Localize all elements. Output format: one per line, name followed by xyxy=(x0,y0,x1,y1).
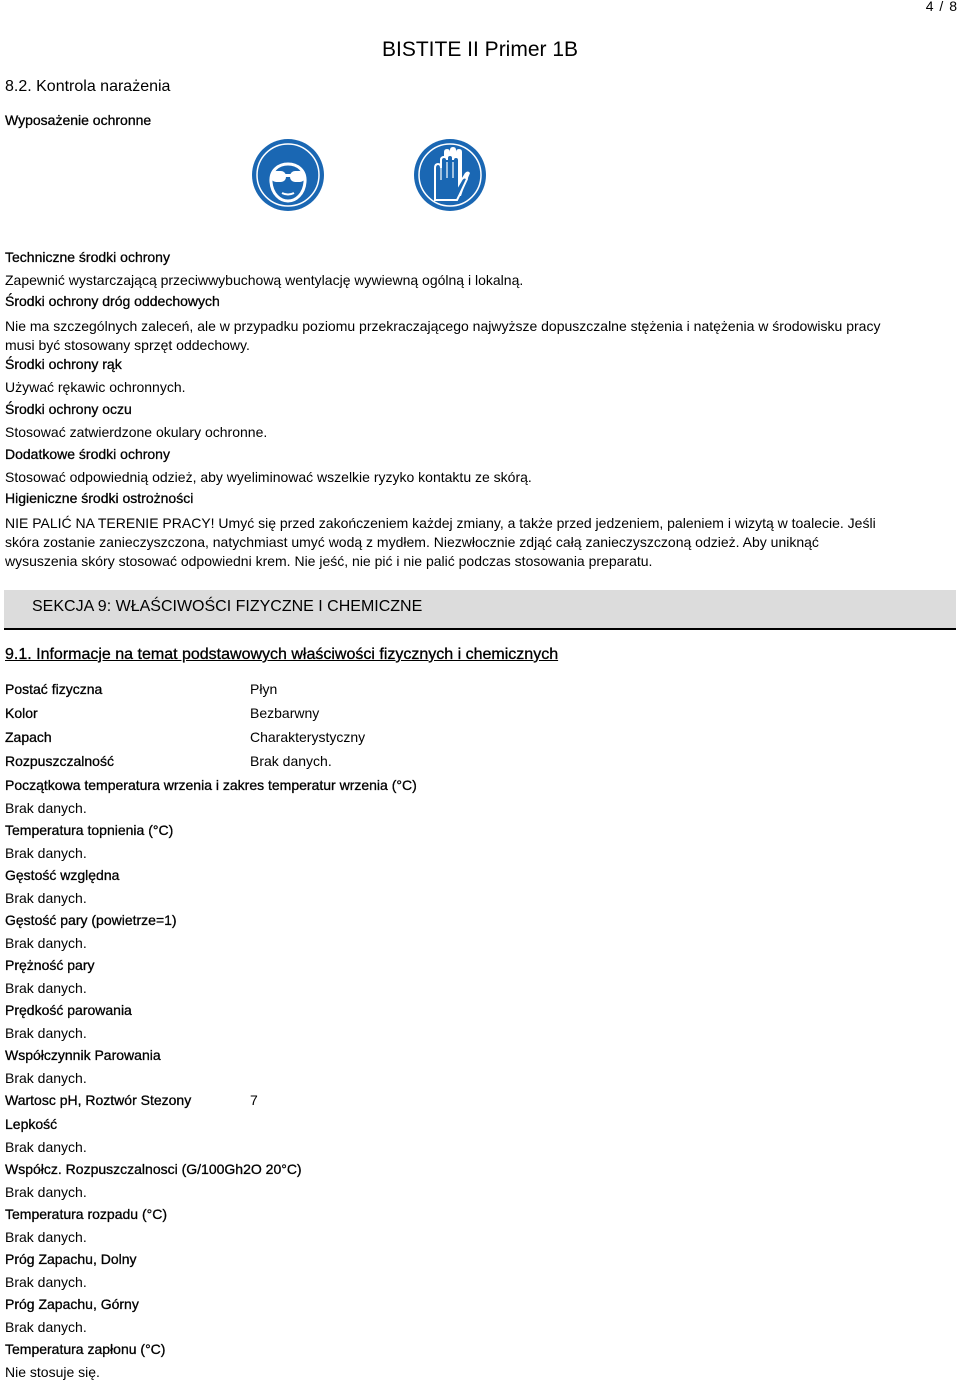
eye-protection-text: Stosować zatwierdzone okulary ochronne. xyxy=(5,424,268,440)
ppe-label: Wyposażenie ochronne xyxy=(5,112,152,128)
section-heading-8-2: 8.2. Kontrola narażenia xyxy=(5,78,171,95)
property-value: Charakterystyczny xyxy=(250,729,366,745)
property-name: Kolor xyxy=(5,705,38,721)
property-name: Współczynnik Parowania xyxy=(5,1047,161,1063)
hygiene-measures-label: Higieniczne środki ostrożności xyxy=(5,490,194,506)
technical-measures-text: Zapewnić wystarczającą przeciwwybuchową wentylację wywiewną ogólną i lokalną. xyxy=(5,272,524,288)
additional-protection-text: Stosować odpowiednią odzież, aby wyeliminować wszelkie ryzyko kontaktu ze skórą. xyxy=(5,469,532,485)
property-value: Brak danych. xyxy=(5,1025,87,1041)
property-name: Gęstość pary (powietrze=1) xyxy=(5,912,177,928)
respiratory-protection-label: Środki ochrony dróg oddechowych xyxy=(5,293,220,309)
property-value: Bezbarwny xyxy=(250,705,320,721)
document-title: BISTITE II Primer 1B xyxy=(382,38,579,61)
property-value: 7 xyxy=(250,1092,258,1108)
page-number: 4 / 8 xyxy=(925,0,958,14)
technical-measures-label: Techniczne środki ochrony xyxy=(5,249,170,265)
property-name: Wartosc pH, Roztwór Stezony xyxy=(5,1092,192,1108)
property-name: Próg Zapachu, Górny xyxy=(5,1296,139,1312)
gloves-mandatory-icon xyxy=(413,138,487,212)
property-value: Brak danych. xyxy=(5,1070,87,1086)
property-name: Początkowa temperatura wrzenia i zakres temperatur wrzenia (°C) xyxy=(5,777,417,793)
hand-protection-label: Środki ochrony rąk xyxy=(5,356,122,372)
property-name: Temperatura topnienia (°C) xyxy=(5,822,174,838)
hygiene-measures-text: NIE PALIĆ NA TERENIE PRACY! Umyć się przed zakończeniem każdej zmiany, a także przed jedzeniem, paleniem i wizytą w toalecie. Jeśli skóra zostanie zanieczyszczona, natychmiast umyć wodą z mydłem. Niezwłocznie zdjąć całą zanieczyszczoną odzież. Aby uniknąć wysuszenia skóry stosować odpowiedni krem. Nie jeść, nie pić i nie palić podczas stosowania preparatu. xyxy=(5,515,876,569)
property-name: Prężność pary xyxy=(5,957,95,973)
property-name: Współcz. Rozpuszczalnosci (G/100Gh2O 20°C) xyxy=(5,1161,302,1177)
property-value: Brak danych. xyxy=(250,753,332,769)
property-value: Brak danych. xyxy=(5,1184,87,1200)
section-9-band xyxy=(4,590,956,630)
hand-protection-text: Używać rękawic ochronnych. xyxy=(5,379,186,395)
property-name: Postać fizyczna xyxy=(5,681,103,697)
property-value: Brak danych. xyxy=(5,980,87,996)
property-value: Brak danych. xyxy=(5,935,87,951)
property-name: Zapach xyxy=(5,729,52,745)
property-value: Brak danych. xyxy=(5,845,87,861)
property-name: Temperatura zapłonu (°C) xyxy=(5,1341,166,1357)
property-value: Płyn xyxy=(250,681,278,697)
property-value: Brak danych. xyxy=(5,1319,87,1335)
additional-protection-label: Dodatkowe środki ochrony xyxy=(5,446,170,462)
property-value: Nie stosuje się. xyxy=(5,1364,100,1380)
property-value: Brak danych. xyxy=(5,1229,87,1245)
property-name: Gęstość względna xyxy=(5,867,120,883)
property-name: Prędkość parowania xyxy=(5,1002,132,1018)
property-name: Temperatura rozpadu (°C) xyxy=(5,1206,167,1222)
subsection-9-1-heading: 9.1. Informacje na temat podstawowych właściwości fizycznych i chemicznych xyxy=(5,646,559,663)
respiratory-protection-text: Nie ma szczególnych zaleceń, ale w przypadku poziomu przekraczającego najwyższe dopuszczalne stężenia i natężenia w środowisku pracy musi być stosowany sprzęt oddechowy. xyxy=(5,318,881,353)
property-value: Brak danych. xyxy=(5,1274,87,1290)
property-name: Próg Zapachu, Dolny xyxy=(5,1251,137,1267)
goggles-mandatory-icon xyxy=(251,138,325,212)
property-name: Rozpuszczalność xyxy=(5,753,114,769)
property-value: Brak danych. xyxy=(5,1139,87,1155)
eye-protection-label: Środki ochrony oczu xyxy=(5,401,132,417)
section-9-title: SEKCJA 9: WŁAŚCIWOŚCI FIZYCZNE I CHEMICZNE xyxy=(32,598,423,615)
property-name: Lepkość xyxy=(5,1116,58,1132)
property-value: Brak danych. xyxy=(5,800,87,816)
property-value: Brak danych. xyxy=(5,890,87,906)
